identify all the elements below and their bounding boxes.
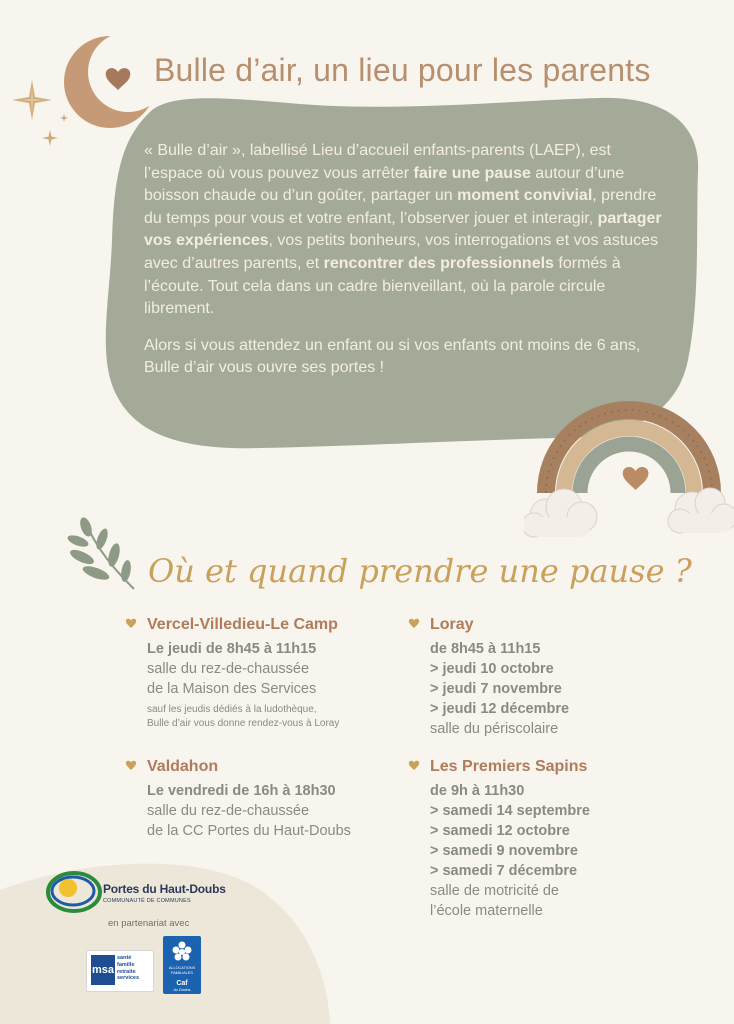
date-item: > samedi 7 décembre — [430, 863, 578, 879]
page-title: Bulle d’air, un lieu pour les parents — [154, 52, 651, 88]
schedule: de 8h45 à 11h15 — [430, 641, 541, 657]
caf-flower-icon — [171, 940, 193, 964]
venue-line: salle du rez-de-chaussée — [147, 803, 310, 819]
caf-name: Caf — [176, 980, 188, 987]
note — [147, 703, 387, 731]
location-name-text: Vercel-Villedieu-Le Camp — [147, 616, 338, 633]
venue-line: de la Maison des Services — [147, 681, 317, 697]
intro-paragraph-2: Alors si vous attendez un enfant ou si vos enfants ont moins de 6 ans, Bulle d’air vous ouvre ses portes ! — [144, 336, 641, 377]
location-name — [147, 757, 397, 777]
msa-line: services — [117, 975, 140, 982]
location-name-text: Valdahon — [147, 758, 219, 775]
schedule: de 9h à 11h30 — [430, 783, 525, 799]
date-item: > jeudi 7 novembre — [430, 681, 562, 697]
partner-name: Portes du Haut-Doubs — [103, 882, 226, 896]
location-name — [147, 615, 387, 635]
intro-text-segment: autour d’une boisson chaude ou d’un goûter, partager un — [144, 164, 625, 205]
msa-text — [117, 955, 139, 982]
sparkle-dot-icon — [60, 114, 68, 122]
intro-text-segment: , prendre du temps pour vous et votre enfant, l’observer jouer et interagir, — [144, 187, 657, 227]
leaf-branch-icon — [56, 515, 136, 593]
heart-bullet-icon — [125, 618, 137, 629]
date-item: > samedi 14 septembre — [430, 803, 590, 819]
date-item: > jeudi 10 octobre — [430, 661, 554, 677]
date-item: > jeudi 12 décembre — [430, 701, 570, 717]
venue-line: salle du périscolaire — [430, 721, 559, 737]
partnership-label: en partenariat avec — [108, 918, 190, 929]
intro-text-segment: « Bulle d’air », labellisé Lieu d’accueil enfants-parents (LAEP), est l’espace où vous pouvez vous arrêter — [144, 142, 611, 182]
note-line: sauf les jeudis dédiés à la ludothèque, — [147, 704, 317, 715]
caf-logo — [163, 936, 201, 994]
location-name — [430, 615, 670, 635]
intro-paragraph-1 — [144, 140, 662, 321]
location-loray — [430, 615, 670, 739]
intro-highlight: moment convivial — [457, 187, 593, 205]
note-line: Bulle d’air vous donne rendez-vous à Loray — [147, 718, 340, 729]
location-vercel — [147, 615, 387, 731]
schedule: Le jeudi de 8h45 à 11h15 — [147, 641, 317, 657]
heart-bullet-icon — [125, 760, 137, 771]
venue-line: l’école maternelle — [430, 903, 543, 919]
sparkle-small-icon — [42, 130, 58, 146]
heart-bullet-icon — [408, 760, 420, 771]
venue-line: de la CC Portes du Haut-Doubs — [147, 823, 351, 839]
date-item: > samedi 9 novembre — [430, 843, 578, 859]
schedule: Le vendredi de 16h à 18h30 — [147, 783, 336, 799]
partner-subtitle: COMMUNAUTÉ DE COMMUNES — [103, 898, 191, 904]
msa-line: retraite — [117, 968, 136, 975]
venue-line: salle de motricité de — [430, 883, 559, 899]
msa-mark: msa — [91, 955, 115, 985]
section-title: Où et quand prendre une pause ? — [148, 552, 692, 590]
rainbow-icon — [524, 385, 734, 550]
location-name-text: Loray — [430, 616, 474, 633]
caf-subtitle: du Doubs — [173, 987, 191, 992]
intro-highlight: faire une pause — [413, 164, 531, 182]
location-premiers-sapins — [430, 757, 680, 921]
intro-text-segment: , vos petits bonheurs, vos interrogations et vos astuces avec d’autres parents, et — [144, 232, 659, 272]
location-name — [430, 757, 680, 777]
intro-text-segment: formés à l’écoute. Tout cela dans un cadre bienveillant, où la parole circule librement. — [144, 254, 621, 318]
intro-highlight: partager vos expériences — [144, 209, 662, 250]
venue-line: salle du rez-de-chaussée — [147, 661, 310, 677]
moon-heart-icon — [60, 30, 160, 130]
heart-bullet-icon — [408, 618, 420, 629]
location-name-text: Les Premiers Sapins — [430, 758, 588, 775]
date-item: > samedi 12 octobre — [430, 823, 570, 839]
intro-highlight: rencontrer des professionnels — [323, 254, 554, 272]
msa-line: famille — [117, 961, 135, 968]
msa-logo — [86, 950, 154, 992]
location-valdahon — [147, 757, 397, 841]
sparkle-icon — [10, 78, 54, 122]
caf-label: ALLOCATIONS FAMILIALES — [168, 966, 196, 975]
intro-text — [144, 140, 662, 394]
msa-line: santé — [117, 955, 132, 961]
